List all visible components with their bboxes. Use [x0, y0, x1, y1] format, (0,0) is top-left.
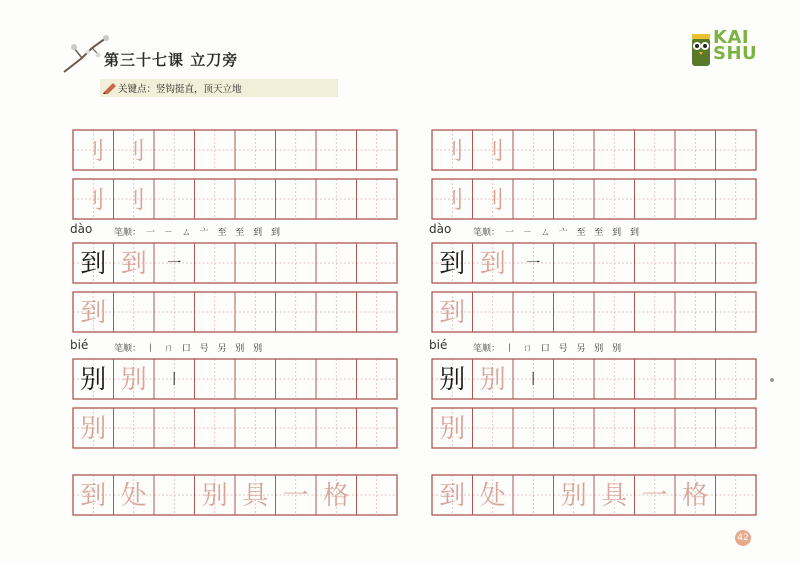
kaishu-logo-text [713, 27, 758, 64]
stroke-order-sequence: 一 ㄧ ㄙ 亠 至 至 到 到 [146, 228, 284, 238]
practice-row-radical [431, 178, 757, 220]
practice-row-bie-trace [72, 407, 398, 449]
model-character: 到 [80, 249, 107, 279]
first-stroke-hint: 一 [526, 256, 541, 272]
phrase-character: 格 [682, 481, 709, 511]
phrase-character: 处 [479, 481, 506, 511]
stroke-order-sequence: 一 ㄧ ㄙ 亠 至 至 到 到 [505, 228, 643, 238]
lesson-title: 第三十七课 立刀旁 [104, 51, 239, 69]
phrase-character: 一 [282, 481, 309, 511]
radical-trace: 刂 [81, 186, 106, 214]
trace-character: 到 [439, 298, 466, 328]
model-character: 到 [439, 249, 466, 279]
practice-row-dao-trace [72, 291, 398, 333]
stroke-order-label: 笔顺： [473, 344, 501, 354]
stroke-order-label: 笔顺： [114, 228, 142, 238]
practice-row-dao-trace [431, 291, 757, 333]
radical-trace: 刂 [480, 186, 505, 214]
practice-row-radical [72, 178, 398, 220]
trace-character: 别 [439, 414, 466, 444]
stroke-order-label: 笔顺： [473, 228, 501, 238]
phrase-character: 别 [201, 481, 228, 511]
kaishu-owl-logo [690, 28, 712, 72]
phrase-character: 到 [439, 481, 466, 511]
pinyin: dào [70, 222, 93, 236]
pencil-icon [103, 82, 117, 94]
radical-trace: 刂 [440, 137, 465, 165]
first-stroke-hint: 丨 [526, 372, 541, 388]
radical-trace: 刂 [480, 137, 505, 165]
radical-trace: 刂 [121, 137, 146, 165]
phrase-character: 到 [80, 481, 107, 511]
pinyin: bié [70, 338, 89, 352]
model-character: 别 [80, 365, 107, 395]
pinyin: dào [429, 222, 452, 236]
pinyin: bié [429, 338, 448, 352]
practice-row-phrase [72, 474, 398, 516]
phrase-character: 一 [641, 481, 668, 511]
stroke-order-label: 笔顺： [114, 344, 142, 354]
radical-trace: 刂 [81, 137, 106, 165]
practice-row-radical [72, 129, 398, 171]
trace-character: 到 [120, 249, 147, 279]
phrase-character: 格 [323, 481, 350, 511]
first-stroke-hint: 丨 [167, 372, 182, 388]
trace-character: 到 [80, 298, 107, 328]
practice-row-dao [431, 242, 757, 284]
logo-text-bottom: SHU [713, 43, 758, 64]
stroke-order-sequence: 丨 ㄇ 口 号 另 别 别 [146, 344, 266, 354]
trace-character: 别 [479, 365, 506, 395]
phrase-character: 具 [242, 481, 269, 511]
edge-dot [770, 378, 774, 382]
practice-row-bie-trace [431, 407, 757, 449]
phrase-character: 别 [560, 481, 587, 511]
trace-character: 到 [479, 249, 506, 279]
radical-trace: 刂 [121, 186, 146, 214]
stroke-order-sequence: 丨 ㄇ 口 号 另 别 别 [505, 344, 625, 354]
phrase-character: 具 [601, 481, 628, 511]
page-number: 42 [735, 530, 751, 546]
practice-row-bie [72, 358, 398, 400]
practice-row-dao [72, 242, 398, 284]
trace-character: 别 [120, 365, 147, 395]
logo-text-top: KAI [713, 27, 750, 48]
practice-row-radical [431, 129, 757, 171]
radical-trace: 刂 [440, 186, 465, 214]
trace-character: 别 [80, 414, 107, 444]
practice-row-bie [431, 358, 757, 400]
practice-row-phrase [431, 474, 757, 516]
key-point-text: 关键点：竖钩挺直，顶天立地 [118, 84, 242, 95]
phrase-character: 处 [120, 481, 147, 511]
first-stroke-hint: 一 [167, 256, 182, 272]
model-character: 别 [439, 365, 466, 395]
